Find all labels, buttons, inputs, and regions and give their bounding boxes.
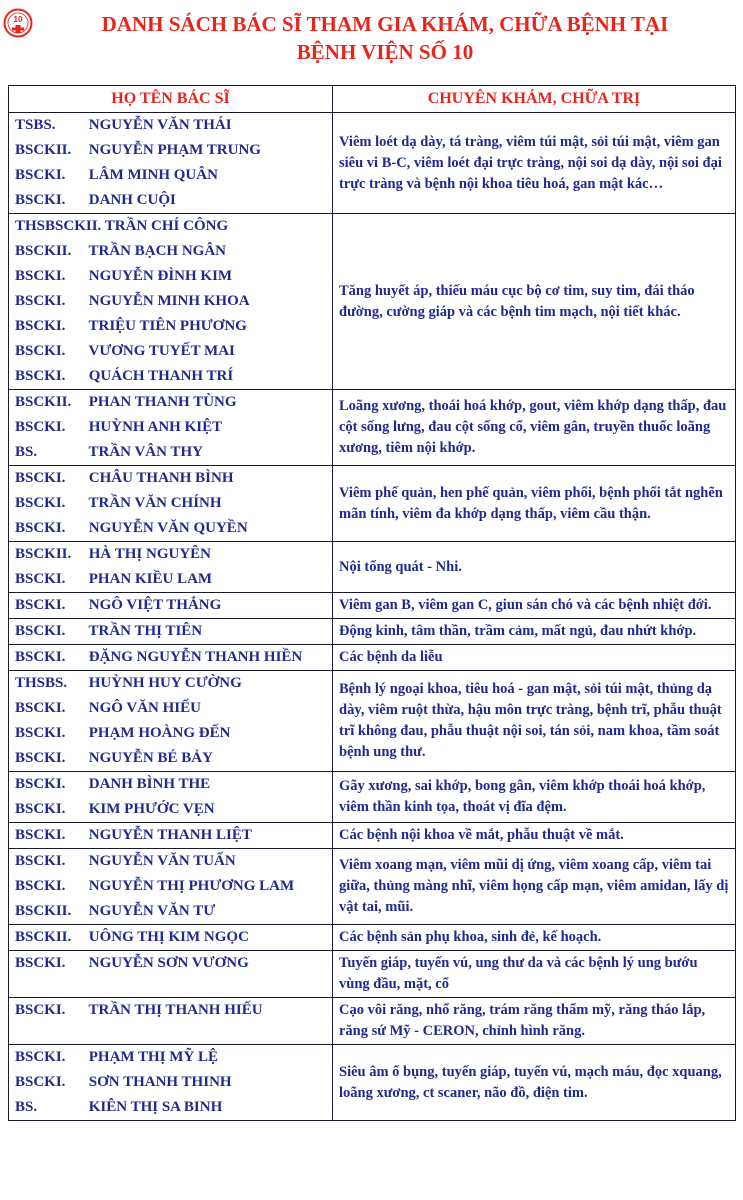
doctor-name: HUỲNH HUY CƯỜNG [88,675,242,691]
doctor-name: HÀ THỊ NGUYÊN [88,546,211,562]
specialty-cell: Viêm phế quản, hen phế quản, viêm phổi, bệnh phổi tắt nghẽn mãn tính, viêm đa khớp dạng thấp, viêm cầu thận. [333,466,736,542]
doctor-name: UÔNG THỊ KIM NGỌC [88,929,249,945]
doctor-name: TRẦN VĂN CHÍNH [88,495,222,511]
doctor-degree: THSBSCKII. [15,218,102,234]
doctor-degree: BSCKI. [15,495,66,511]
doctor-degree: BSCKI. [15,192,66,208]
doctor-name: NGUYỄN BÉ BẢY [88,750,213,766]
doctor-entry [15,998,332,1023]
doctor-entry [15,138,332,163]
doctor-name: TRIỆU TIÊN PHƯƠNG [88,318,247,334]
doctor-table [8,85,736,1121]
doctor-names-cell [9,1045,333,1121]
doctor-entry [15,772,332,797]
doctor-names-cell [9,593,333,619]
doctor-degree: BSCKII. [15,394,72,410]
doctor-entry [15,593,332,618]
doctor-entry [15,415,332,440]
doctor-name: PHẠM THỊ MỸ LỆ [88,1049,219,1065]
specialty-cell: Viêm loét dạ dày, tá tràng, viêm túi mật, sỏi túi mật, viêm gan siêu vi B-C, viêm loét đại trực tràng, nội soi dạ dày, nội soi đại trực tràng và bệnh nội khoa tiêu hoá, gan mật kác… [333,113,736,214]
doctor-degree: THSBS. [15,675,68,691]
doctor-entry [15,925,332,950]
doctor-entry [15,696,332,721]
page-title [30,10,740,66]
table-row [9,645,736,671]
doctor-name: NGUYỄN VĂN QUYỀN [88,520,248,536]
doctor-name: NGÔ VIỆT THẮNG [88,597,222,613]
doctor-degree: BSCKI. [15,293,66,309]
table-row [9,671,736,772]
doctor-entry [15,1045,332,1070]
doctor-name: VƯƠNG TUYẾT MAI [88,343,235,359]
doctor-degree: BSCKI. [15,955,66,971]
doctor-entry [15,163,332,188]
specialty-cell: Viêm gan B, viêm gan C, giun sán chó và các bệnh nhiệt đới. [333,593,736,619]
doctor-entry [15,899,332,924]
table-header-row [9,86,736,113]
doctor-name: TRẦN BẠCH NGÂN [88,243,226,259]
doctor-name: NGÔ VĂN HIẾU [88,700,201,716]
doctor-degree: BSCKI. [15,623,66,639]
doctor-entry [15,671,332,696]
doctor-name: NGUYỄN PHẠM TRUNG [88,142,261,158]
table-row [9,619,736,645]
doctor-name: NGUYỄN VĂN TƯ [88,903,216,919]
doctor-name: TRẦN THỊ THANH HIẾU [88,1002,263,1018]
doctor-names-cell [9,951,333,998]
table-row [9,951,736,998]
specialty-cell: Các bệnh da liễu [333,645,736,671]
doctor-degree: BSCKI. [15,419,66,435]
header-specialty: CHUYÊN KHÁM, CHỮA TRỊ [333,86,736,113]
table-row [9,998,736,1045]
table-row [9,1045,736,1121]
doctor-entry [15,339,332,364]
doctor-degree: BSCKII. [15,903,72,919]
doctor-name: TRẦN CHÍ CÔNG [104,218,229,234]
doctor-degree: BSCKI. [15,470,66,486]
specialty-cell: Cạo vôi răng, nhổ răng, trám răng thẩm mỹ, răng tháo lắp, răng sứ Mỹ - CERON, chỉnh hình răng. [333,998,736,1045]
doctor-entry [15,746,332,771]
doctor-entry [15,542,332,567]
doctor-entry [15,264,332,289]
table-row [9,542,736,593]
doctor-degree: BSCKI. [15,343,66,359]
doctor-degree: BSCKI. [15,725,66,741]
doctor-name: TRẦN THỊ TIÊN [88,623,203,639]
doctor-degree: BSCKI. [15,571,66,587]
doctor-name: PHAN KIỀU LAM [88,571,213,587]
doctor-name: QUÁCH THANH TRÍ [88,368,234,384]
doctor-entry [15,721,332,746]
doctor-name: KIÊN THỊ SA BINH [88,1099,223,1115]
doctor-name: HUỲNH ANH KIỆT [88,419,223,435]
hospital-logo-icon [3,8,33,38]
specialty-cell: Loãng xương, thoái hoá khớp, gout, viêm khớp dạng thấp, đau cột sống lưng, đau cột sống cổ, viêm gân, truyền thuốc loãng xương, tiêm nội khớp. [333,390,736,466]
doctor-name: NGUYỄN THỊ PHƯƠNG LAM [88,878,295,894]
doctor-name: DANH CUỘI [88,192,176,208]
doctor-degree: BSCKII. [15,142,72,158]
specialty-cell: Động kinh, tâm thần, trầm cảm, mất ngủ, đau nhứt khớp. [333,619,736,645]
table-row [9,772,736,823]
doctor-name: NGUYỄN SƠN VƯƠNG [88,955,249,971]
doctor-degree: BSCKI. [15,649,66,665]
doctor-name: NGUYỄN VĂN THÁI [88,117,232,133]
table-body [9,113,736,1121]
doctor-degree: BS. [15,444,38,460]
table-row [9,214,736,390]
doctor-entry [15,364,332,389]
doctor-degree: BSCKI. [15,597,66,613]
title-line-1: DANH SÁCH BÁC SĨ THAM GIA KHÁM, CHỮA BỆNH TẠI [101,12,669,36]
doctor-name: ĐẶNG NGUYỄN THANH HIỀN [88,649,303,665]
specialty-cell: Tăng huyết áp, thiếu máu cục bộ cơ tim, suy tim, đái tháo đường, cường giáp và các bệnh tim mạch, nội tiết khác. [333,214,736,390]
doctor-entry [15,619,332,644]
doctor-entry [15,849,332,874]
table-row [9,390,736,466]
specialty-cell: Gãy xương, sai khớp, bong gân, viêm khớp thoái hoá khớp, viêm thần kinh tọa, thoát vị đĩa đệm. [333,772,736,823]
specialty-cell: Siêu âm ổ bụng, tuyến giáp, tuyến vú, mạch máu, đọc xquang, loãng xương, ct scaner, não đồ, điện tim. [333,1045,736,1121]
logo-number: 10 [13,15,23,24]
doctor-name: NGUYỄN MINH KHOA [88,293,250,309]
doctor-entry [15,1070,332,1095]
doctor-entry [15,874,332,899]
specialty-cell: Nội tổng quát - Nhi. [333,542,736,593]
doctor-names-cell [9,645,333,671]
doctor-entry [15,214,332,239]
doctor-degree: BSCKI. [15,827,66,843]
doctor-entry [15,1095,332,1120]
doctor-entry [15,289,332,314]
doctor-name: DANH BÌNH THE [88,776,211,792]
header-doctor-name: HỌ TÊN BÁC SĨ [9,86,333,113]
doctor-degree: BSCKI. [15,878,66,894]
doctor-degree: BSCKII. [15,243,72,259]
doctor-entry [15,188,332,213]
doctor-degree: BSCKI. [15,700,66,716]
doctor-names-cell [9,390,333,466]
table-row [9,849,736,925]
doctor-entry [15,239,332,264]
specialty-cell: Viêm xoang mạn, viêm mũi dị ứng, viêm xoang cấp, viêm tai giữa, thủng màng nhĩ, viêm họng cấp mạn, viêm amidan, lấy dị vật tai, mũi. [333,849,736,925]
doctor-entry [15,491,332,516]
doctor-degree: BSCKI. [15,368,66,384]
doctor-names-cell [9,619,333,645]
table-row [9,823,736,849]
doctor-name: NGUYỄN VĂN TUẤN [88,853,236,869]
doctor-names-cell [9,772,333,823]
doctor-entry [15,823,332,848]
doctor-names-cell [9,925,333,951]
table-row [9,925,736,951]
table-row [9,466,736,542]
doctor-entry [15,440,332,465]
doctor-degree: BSCKI. [15,1002,66,1018]
doctor-entry [15,113,332,138]
doctor-names-cell [9,466,333,542]
doctor-degree: BSCKI. [15,520,66,536]
doctor-degree: BSCKII. [15,929,72,945]
doctor-names-cell [9,113,333,214]
doctor-name: PHAN THANH TÙNG [88,394,237,410]
doctor-name: NGUYỄN ĐÌNH KIM [88,268,233,284]
doctor-entry [15,314,332,339]
doctor-entry [15,567,332,592]
doctor-names-cell [9,998,333,1045]
doctor-degree: BS. [15,1099,38,1115]
specialty-cell: Tuyến giáp, tuyến vú, ung thư da và các bệnh lý ung bướu vùng đầu, mặt, cổ [333,951,736,998]
doctor-names-cell [9,214,333,390]
doctor-name: TRẦN VÂN THY [88,444,203,460]
specialty-cell: Bệnh lý ngoại khoa, tiêu hoá - gan mật, sỏi túi mật, thủng dạ dày, viêm ruột thừa, hậu môn trực tràng, bệnh trĩ, phẫu thuật trĩ không đau, phẫu thuật nội soi, tán sỏi, nam khoa, tầm soát bệnh ung thư. [333,671,736,772]
doctor-degree: TSBS. [15,117,56,133]
doctor-degree: BSCKI. [15,750,66,766]
doctor-degree: BSCKI. [15,1074,66,1090]
doctor-entry [15,951,332,976]
doctor-entry [15,516,332,541]
title-line-2: BỆNH VIỆN SỐ 10 [296,40,474,64]
doctor-names-cell [9,849,333,925]
doctor-name: LÂM MINH QUÂN [88,167,218,183]
doctor-name: KIM PHƯỚC VẸN [88,801,215,817]
doctor-entry [15,390,332,415]
doctor-degree: BSCKI. [15,167,66,183]
doctor-name: SƠN THANH THINH [88,1074,232,1090]
doctor-degree: BSCKI. [15,853,66,869]
doctor-entry [15,645,332,670]
specialty-cell: Các bệnh nội khoa về mắt, phẫu thuật về mắt. [333,823,736,849]
doctor-name: NGUYỄN THANH LIỆT [88,827,252,843]
doctor-entry [15,797,332,822]
doctor-names-cell [9,671,333,772]
doctor-name: CHÂU THANH BÌNH [88,470,234,486]
doctor-degree: BSCKI. [15,318,66,334]
doctor-entry [15,466,332,491]
doctor-degree: BSCKI. [15,268,66,284]
doctor-degree: BSCKI. [15,801,66,817]
specialty-cell: Các bệnh sản phụ khoa, sinh đẻ, kế hoạch. [333,925,736,951]
doctor-names-cell [9,542,333,593]
doctor-names-cell [9,823,333,849]
doctor-degree: BSCKI. [15,1049,66,1065]
doctor-name: PHẠM HOÀNG ĐẾN [88,725,231,741]
doctor-degree: BSCKI. [15,776,66,792]
table-row [9,593,736,619]
doctor-degree: BSCKII. [15,546,72,562]
table-row [9,113,736,214]
